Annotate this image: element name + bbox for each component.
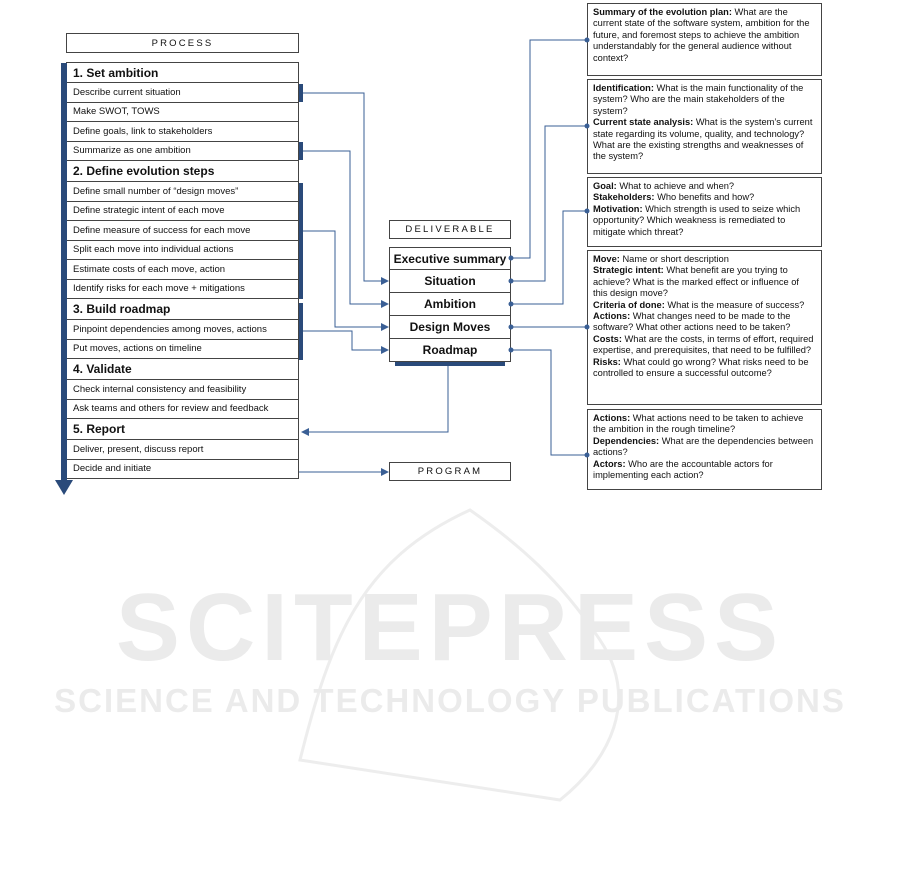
description-text: Who are the accountable actors for implementing each action? — [593, 458, 773, 481]
program-label: PROGRAM — [417, 466, 483, 477]
description-text: What to achieve and when? — [616, 181, 735, 191]
description-text: What are the costs, in terms of effort, required expertise, and prerequisites, that need to be fulfilled? — [593, 333, 814, 356]
description-term: Actions: — [593, 413, 631, 423]
process-item: Split each move into individual actions — [66, 241, 299, 261]
description-term: Dependencies: — [593, 435, 660, 446]
process-item: Identify risks for each move + mitigations — [66, 280, 299, 300]
description-text: Who benefits and how? — [654, 192, 755, 203]
process-step: 1. Set ambition — [66, 62, 299, 83]
description-entry — [593, 413, 816, 436]
description-term: Move: — [593, 254, 620, 264]
process-item: Summarize as one ambition — [66, 142, 299, 162]
watermark-subtitle: SCIENCE AND TECHNOLOGY PUBLICATIONS — [54, 682, 846, 719]
process-step: 2. Define evolution steps — [66, 161, 299, 182]
description-text: What actions need to be taken to achieve the ambition in the rough timeline? — [593, 413, 804, 435]
deliverable-executive-summary — [389, 247, 511, 270]
description-term: Costs: — [593, 333, 622, 344]
description-text: What could go wrong? What risks need to be controlled to ensure a successful outcome? — [593, 356, 809, 379]
process-item: Decide and initiate — [66, 460, 299, 480]
description-entry — [593, 7, 816, 64]
description-text: Name or short description — [619, 254, 729, 264]
deliverable-design-moves — [389, 316, 511, 339]
process-item: Pinpoint dependencies among moves, actions — [66, 320, 299, 340]
description-entry — [593, 357, 816, 380]
process-item: Make SWOT, TOWS — [66, 103, 299, 123]
program-box — [389, 462, 511, 481]
deliverable-label: Design Moves — [409, 320, 491, 334]
deliverable-header — [389, 220, 511, 239]
process-step: 5. Report — [66, 419, 299, 440]
deliverable-label: Roadmap — [422, 343, 478, 357]
description-entry — [593, 459, 816, 482]
watermark-title: SCITEPRESS — [115, 574, 785, 681]
process-step: 4. Validate — [66, 359, 299, 380]
description-text: What benefit are you trying to achieve? What is the marked effect or influence of this design move? — [593, 265, 800, 299]
description-text: What are the current state of the software system, ambition for the future, and foremost steps to achieve the ambition understandably for the general audience without context? — [593, 7, 810, 63]
description-text: What is the system’s current state regarding its volume, quality, and technology? What are the existing strengths and weaknesses of the system? — [593, 117, 813, 162]
description-term: Current state analysis: — [593, 117, 694, 128]
deliverable-situation — [389, 270, 511, 293]
process-step: 3. Build roadmap — [66, 299, 299, 320]
deliverable-label: Situation — [424, 274, 476, 288]
arrow-down-icon — [55, 480, 73, 496]
description-entry — [593, 334, 816, 357]
process-timeline-arrow — [61, 63, 67, 481]
description-ambition — [587, 177, 822, 247]
description-entry — [593, 83, 816, 117]
description-entry — [593, 204, 816, 238]
description-term: Criteria of done: — [593, 299, 665, 310]
description-entry — [593, 265, 816, 299]
process-item: Define measure of success for each move — [66, 221, 299, 241]
link-marker-roadmap — [299, 303, 303, 360]
process-item: Check internal consistency and feasibility — [66, 380, 299, 400]
deliverable-label: Ambition — [424, 297, 476, 311]
process-item: Define goals, link to stakeholders — [66, 122, 299, 142]
description-entry — [593, 192, 816, 203]
link-marker-situation — [299, 84, 303, 102]
description-term: Summary of the evolution plan: — [593, 7, 732, 17]
description-text: What is the main functionality of the system? Who are the main stakeholders of the system? — [593, 83, 804, 116]
deliverable-roadmap — [389, 339, 511, 362]
process-item: Put moves, actions on timeline — [66, 340, 299, 360]
description-term: Risks: — [593, 356, 621, 367]
process-item: Deliver, present, discuss report — [66, 440, 299, 460]
description-design-moves — [587, 250, 822, 405]
deliverable-ambition — [389, 293, 511, 316]
description-entry — [593, 254, 816, 265]
description-text: What changes need to be made to the software? What other actions need to be taken? — [593, 311, 791, 333]
description-term: Strategic intent: — [593, 265, 664, 276]
deliverable-label: Executive summary — [393, 251, 507, 266]
description-entry — [593, 436, 816, 459]
process-item: Define small number of “design moves” — [66, 182, 299, 202]
process-header-label: PROCESS — [151, 37, 214, 49]
description-entry — [593, 181, 816, 192]
description-entry — [593, 300, 816, 311]
description-term: Actions: — [593, 311, 631, 322]
description-term: Stakeholders: — [593, 192, 655, 203]
link-marker-design-moves — [299, 183, 303, 299]
description-text: What are the dependencies between actions? — [593, 435, 814, 458]
description-term: Motivation: — [593, 203, 643, 214]
description-text: Which strength is used to seize which opportunity? Which weakness is remediated to mitigate which threat? — [593, 203, 801, 237]
description-entry — [593, 311, 816, 334]
description-summary — [587, 3, 822, 76]
deliverable-base-bar — [395, 362, 505, 366]
description-entry — [593, 117, 816, 163]
description-situation — [587, 79, 822, 174]
process-item: Describe current situation — [66, 83, 299, 103]
description-term: Goal: — [593, 181, 617, 191]
link-marker-ambition — [299, 142, 303, 160]
description-term: Actors: — [593, 458, 626, 469]
process-item: Estimate costs of each move, action — [66, 260, 299, 280]
process-item: Define strategic intent of each move — [66, 202, 299, 222]
deliverable-header-label: DELIVERABLE — [405, 224, 495, 235]
process-item: Ask teams and others for review and feedback — [66, 400, 299, 420]
description-text: What is the measure of success? — [664, 299, 805, 310]
process-header — [66, 33, 299, 53]
description-term: Identification: — [593, 83, 654, 93]
description-roadmap — [587, 409, 822, 490]
